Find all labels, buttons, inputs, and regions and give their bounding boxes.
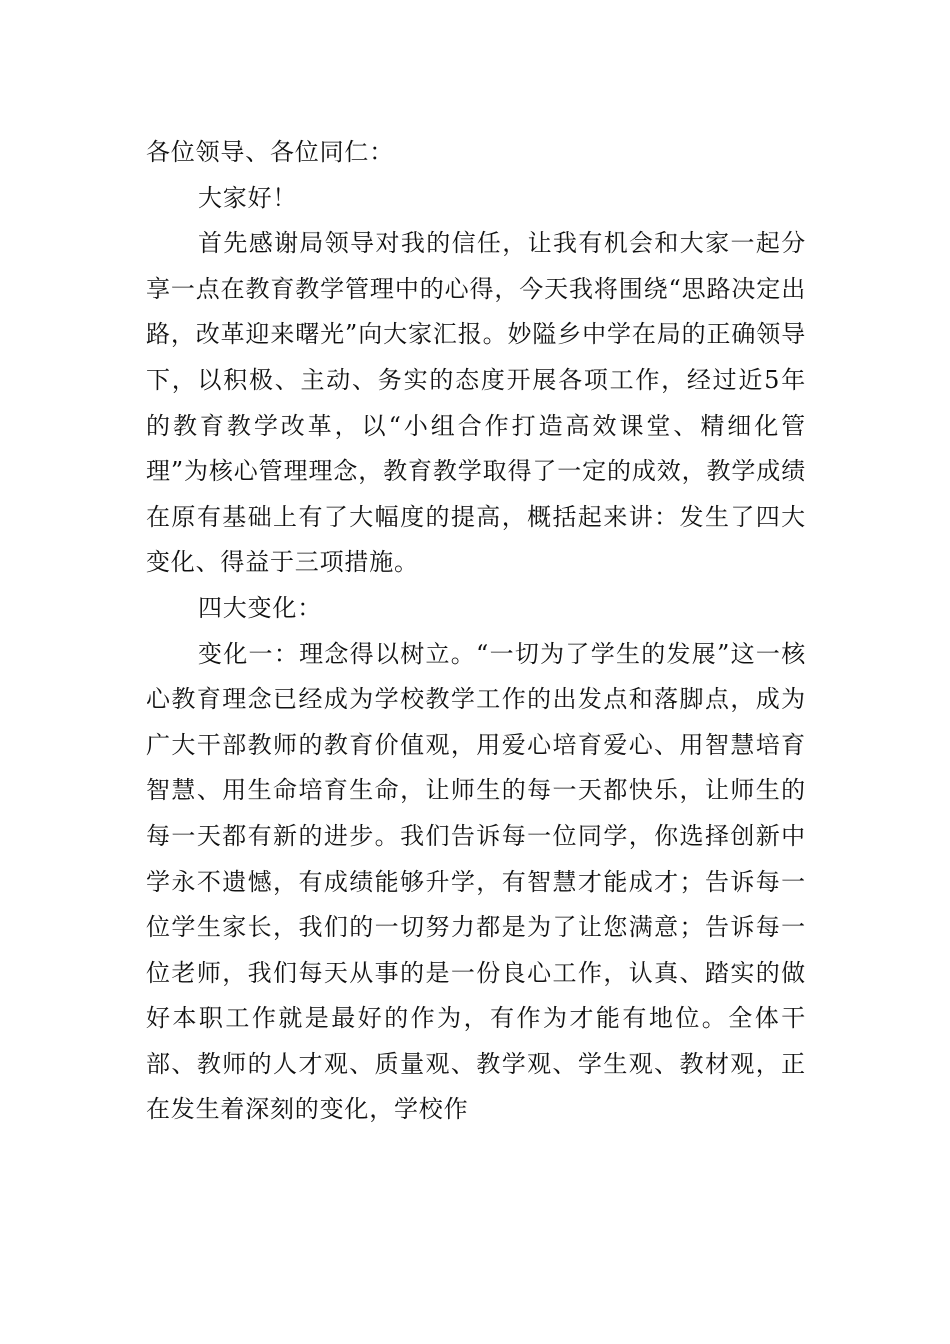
section-heading-paragraph: 四大变化： <box>198 593 322 622</box>
greeting-paragraph: 大家好！ <box>198 183 298 212</box>
change-one-paragraph: 变化一：理念得以树立。“一切为了学生的发展”这一核心教育理念已经成为学校教学工作的出发点和落脚点，成为广大干部教师的教育价值观，用爱心培育爱心、用智慧培育智慧、用生命培育生命，让师生的每一天都快乐，让师生的每一天都有新的进步。我们告诉每一位同学，你选择创新中学永不遗憾，有成绩能够升学，有智慧才能成才；告诉每一位学生家长，我们的一切努力都是为了让您满意；告诉每一位老师，我们每天从事的是一份良心工作，认真、踏实的做好本职工作就是最好的作为，有作为才能有地位。全体干部、教师的人才观、质量观、教学观、学生观、教材观，正在发生着深刻的变化，学校作 <box>146 639 806 1124</box>
intro-paragraph: 首先感谢局领导对我的信任，让我有机会和大家一起分享一点在教育教学管理中的心得，今天我将围绕“思路决定出路，改革迎来曙光”向大家汇报。妙隘乡中学在局的正确领导下，以积极、主动、务实的态度开展各项工作，经过近5年的教育教学改革，以“小组合作打造高效课堂、精细化管理”为核心管理理念，教育教学取得了一定的成效，教学成绩在原有基础上有了大幅度的提高，概括起来讲：发生了四大变化、得益于三项措施。 <box>146 229 806 577</box>
salutation-paragraph: 各位领导、各位同仁： <box>146 138 394 166</box>
document-body <box>146 130 806 1133</box>
